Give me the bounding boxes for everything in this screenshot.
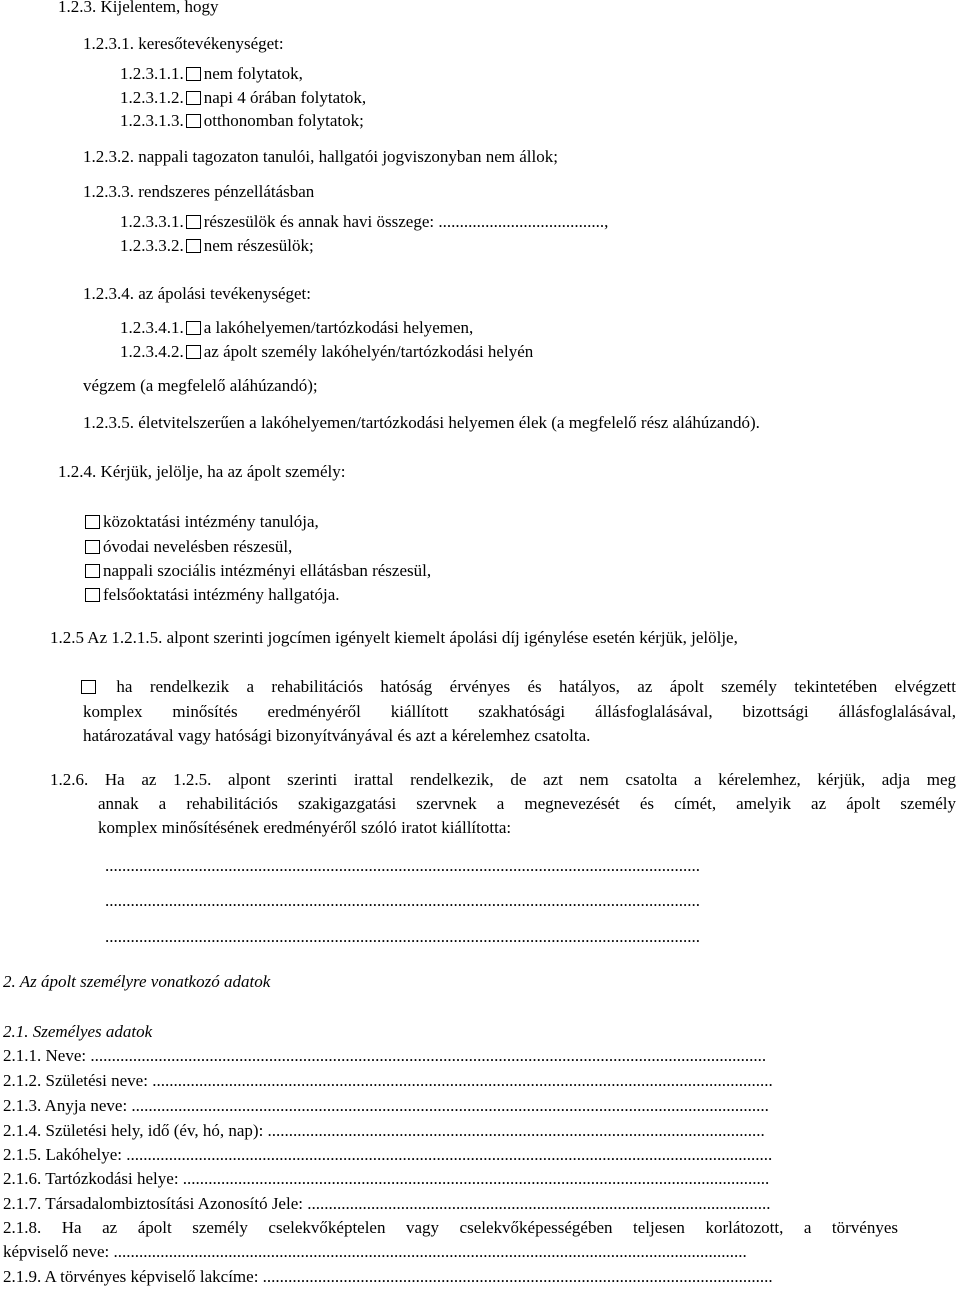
checkbox-kozoktatasi[interactable]: [85, 515, 100, 529]
item-1-2-3-3-2: 1.2.3.3.2. nem részesülök;: [120, 236, 314, 255]
item-1-2-3-1-heading: 1.2.3.1. keresőtevékenységet:: [83, 34, 284, 53]
checkbox-lakohelyemen[interactable]: [186, 321, 201, 335]
field-taj[interactable]: 2.1.7. Társadalombiztosítási Azonosító Jele: .............................................................................................................: [3, 1194, 771, 1213]
item-1-2-3-4-2: 1.2.3.4.2. az ápolt személy lakóhelyén/tartózkodási helyén: [120, 342, 534, 361]
checkbox-ovodai[interactable]: [85, 540, 100, 554]
checkbox-nem-folytatok[interactable]: [186, 67, 201, 81]
fill-line-2[interactable]: ............................................................................................................................................: [105, 891, 700, 910]
item-1-2-3-4-tail: végzem (a megfelelő aláhúzandó);: [83, 376, 318, 395]
field-anyja-neve[interactable]: 2.1.3. Anyja neve: ......................................................................................................................................................: [3, 1096, 769, 1115]
section-1-2-5-line-1: ha rendelkezik a rehabilitációs hatóság érvényes és hatályos, az ápolt személy tekintetében elvégzett: [79, 676, 956, 698]
section-1-2-5-line-2: komplex minősítés eredményéről kiállított szakhatósági állásfoglalásával, bizottsági állásfoglalásával,: [83, 702, 956, 721]
field-torvenyes-kepviselo-label: 2.1.8. Ha az ápolt személy cselekvőképtelen vagy cselekvőképességében teljesen korlátozott, a törvényes: [3, 1218, 898, 1237]
item-1-2-3-1-2: 1.2.3.1.2. napi 4 órában folytatok,: [120, 88, 367, 107]
checkbox-felsooktatasi[interactable]: [85, 588, 100, 602]
section-1-2-3-title: 1.2.3. Kijelentem, hogy: [58, 0, 219, 16]
checkbox-reszesulok[interactable]: [186, 215, 201, 229]
item-1-2-3-4-1: 1.2.3.4.1. a lakóhelyemen/tartózkodási helyemen,: [120, 318, 474, 337]
fill-line-1[interactable]: ............................................................................................................................................: [105, 856, 700, 875]
checkbox-apolt-lakohelyen[interactable]: [186, 345, 201, 359]
field-torvenyes-kepviselo-neve[interactable]: képviselő neve: .....................................................................................................................................................: [3, 1242, 747, 1261]
field-torvenyes-kepviselo-lakcime[interactable]: 2.1.9. A törvényes képviselő lakcíme: ........................................................................................................................: [3, 1267, 773, 1286]
item-1-2-3-4-heading: 1.2.3.4. az ápolási tevékenységet:: [83, 284, 312, 303]
field-neve[interactable]: 2.1.1. Neve: ...............................................................................................................................................................: [3, 1046, 767, 1065]
checkbox-rehabilitacios[interactable]: [81, 680, 96, 694]
option-felsooktatasi: felsőoktatási intézmény hallgatója.: [83, 584, 340, 606]
section-2-title: 2. Az ápolt személyre vonatkozó adatok: [3, 972, 271, 991]
checkbox-napi-4-oraban[interactable]: [186, 91, 201, 105]
field-tartozkodasi-helye[interactable]: 2.1.6. Tartózkodási helye: ..........................................................................................................................................: [3, 1169, 770, 1188]
checkbox-nappali-szocialis[interactable]: [85, 564, 100, 578]
section-1-2-5-title: 1.2.5 Az 1.2.1.5. alpont szerinti jogcímen igényelt kiemelt ápolási díj igénylése esetén kérjük, jelölje,: [50, 628, 738, 647]
item-1-2-3-3-heading: 1.2.3.3. rendszeres pénzellátásban: [83, 182, 315, 201]
option-ovodai: óvodai nevelésben részesül,: [83, 536, 292, 558]
section-2-1-title: 2.1. Személyes adatok: [3, 1022, 153, 1041]
field-lakohelye[interactable]: 2.1.5. Lakóhelye: ........................................................................................................................................................: [3, 1145, 773, 1164]
fill-line-3[interactable]: ............................................................................................................................................: [105, 927, 700, 946]
item-1-2-3-1-1: 1.2.3.1.1. nem folytatok,: [120, 64, 303, 83]
checkbox-otthonomban[interactable]: [186, 114, 201, 128]
section-1-2-6-line-1: 1.2.6. Ha az 1.2.5. alpont szerinti irattal rendelkezik, de azt nem csatolta a kérelemhez, kérjük, adja meg: [50, 770, 956, 789]
section-1-2-6-line-3: komplex minősítésének eredményéről szóló iratot kiállította:: [98, 818, 512, 837]
option-kozoktatasi: közoktatási intézmény tanulója,: [83, 511, 319, 533]
item-1-2-3-1-3: 1.2.3.1.3. otthonomban folytatok;: [120, 111, 364, 130]
field-szuletesi-hely-ido[interactable]: 2.1.4. Születési hely, idő (év, hó, nap): .....................................................................................................................: [3, 1121, 765, 1140]
section-1-2-4-title: 1.2.4. Kérjük, jelölje, ha az ápolt személy:: [58, 462, 346, 481]
section-1-2-6-line-2: annak a rehabilitációs szakigazgatási szervnek a megnevezését és címét, amelyik az ápolt személy: [98, 794, 956, 813]
field-szuletesi-neve[interactable]: 2.1.2. Születési neve: ..................................................................................................................................................: [3, 1071, 773, 1090]
item-1-2-3-5: 1.2.3.5. életvitelszerűen a lakóhelyemen/tartózkodási helyemen élek (a megfelelő rész aláhúzandó).: [83, 413, 760, 432]
checkbox-nem-reszesulok[interactable]: [186, 239, 201, 253]
section-1-2-5-line-3: határozatával vagy hatósági bizonyítványával és azt a kérelemhez csatolta.: [83, 726, 591, 745]
item-1-2-3-3-1: 1.2.3.3.1. részesülök és annak havi összege: .......................................,: [120, 212, 609, 231]
item-1-2-3-2: 1.2.3.2. nappali tagozaton tanulói, hallgatói jogviszonyban nem állok;: [83, 147, 558, 166]
option-nappali-szocialis: nappali szociális intézményi ellátásban részesül,: [83, 560, 431, 582]
